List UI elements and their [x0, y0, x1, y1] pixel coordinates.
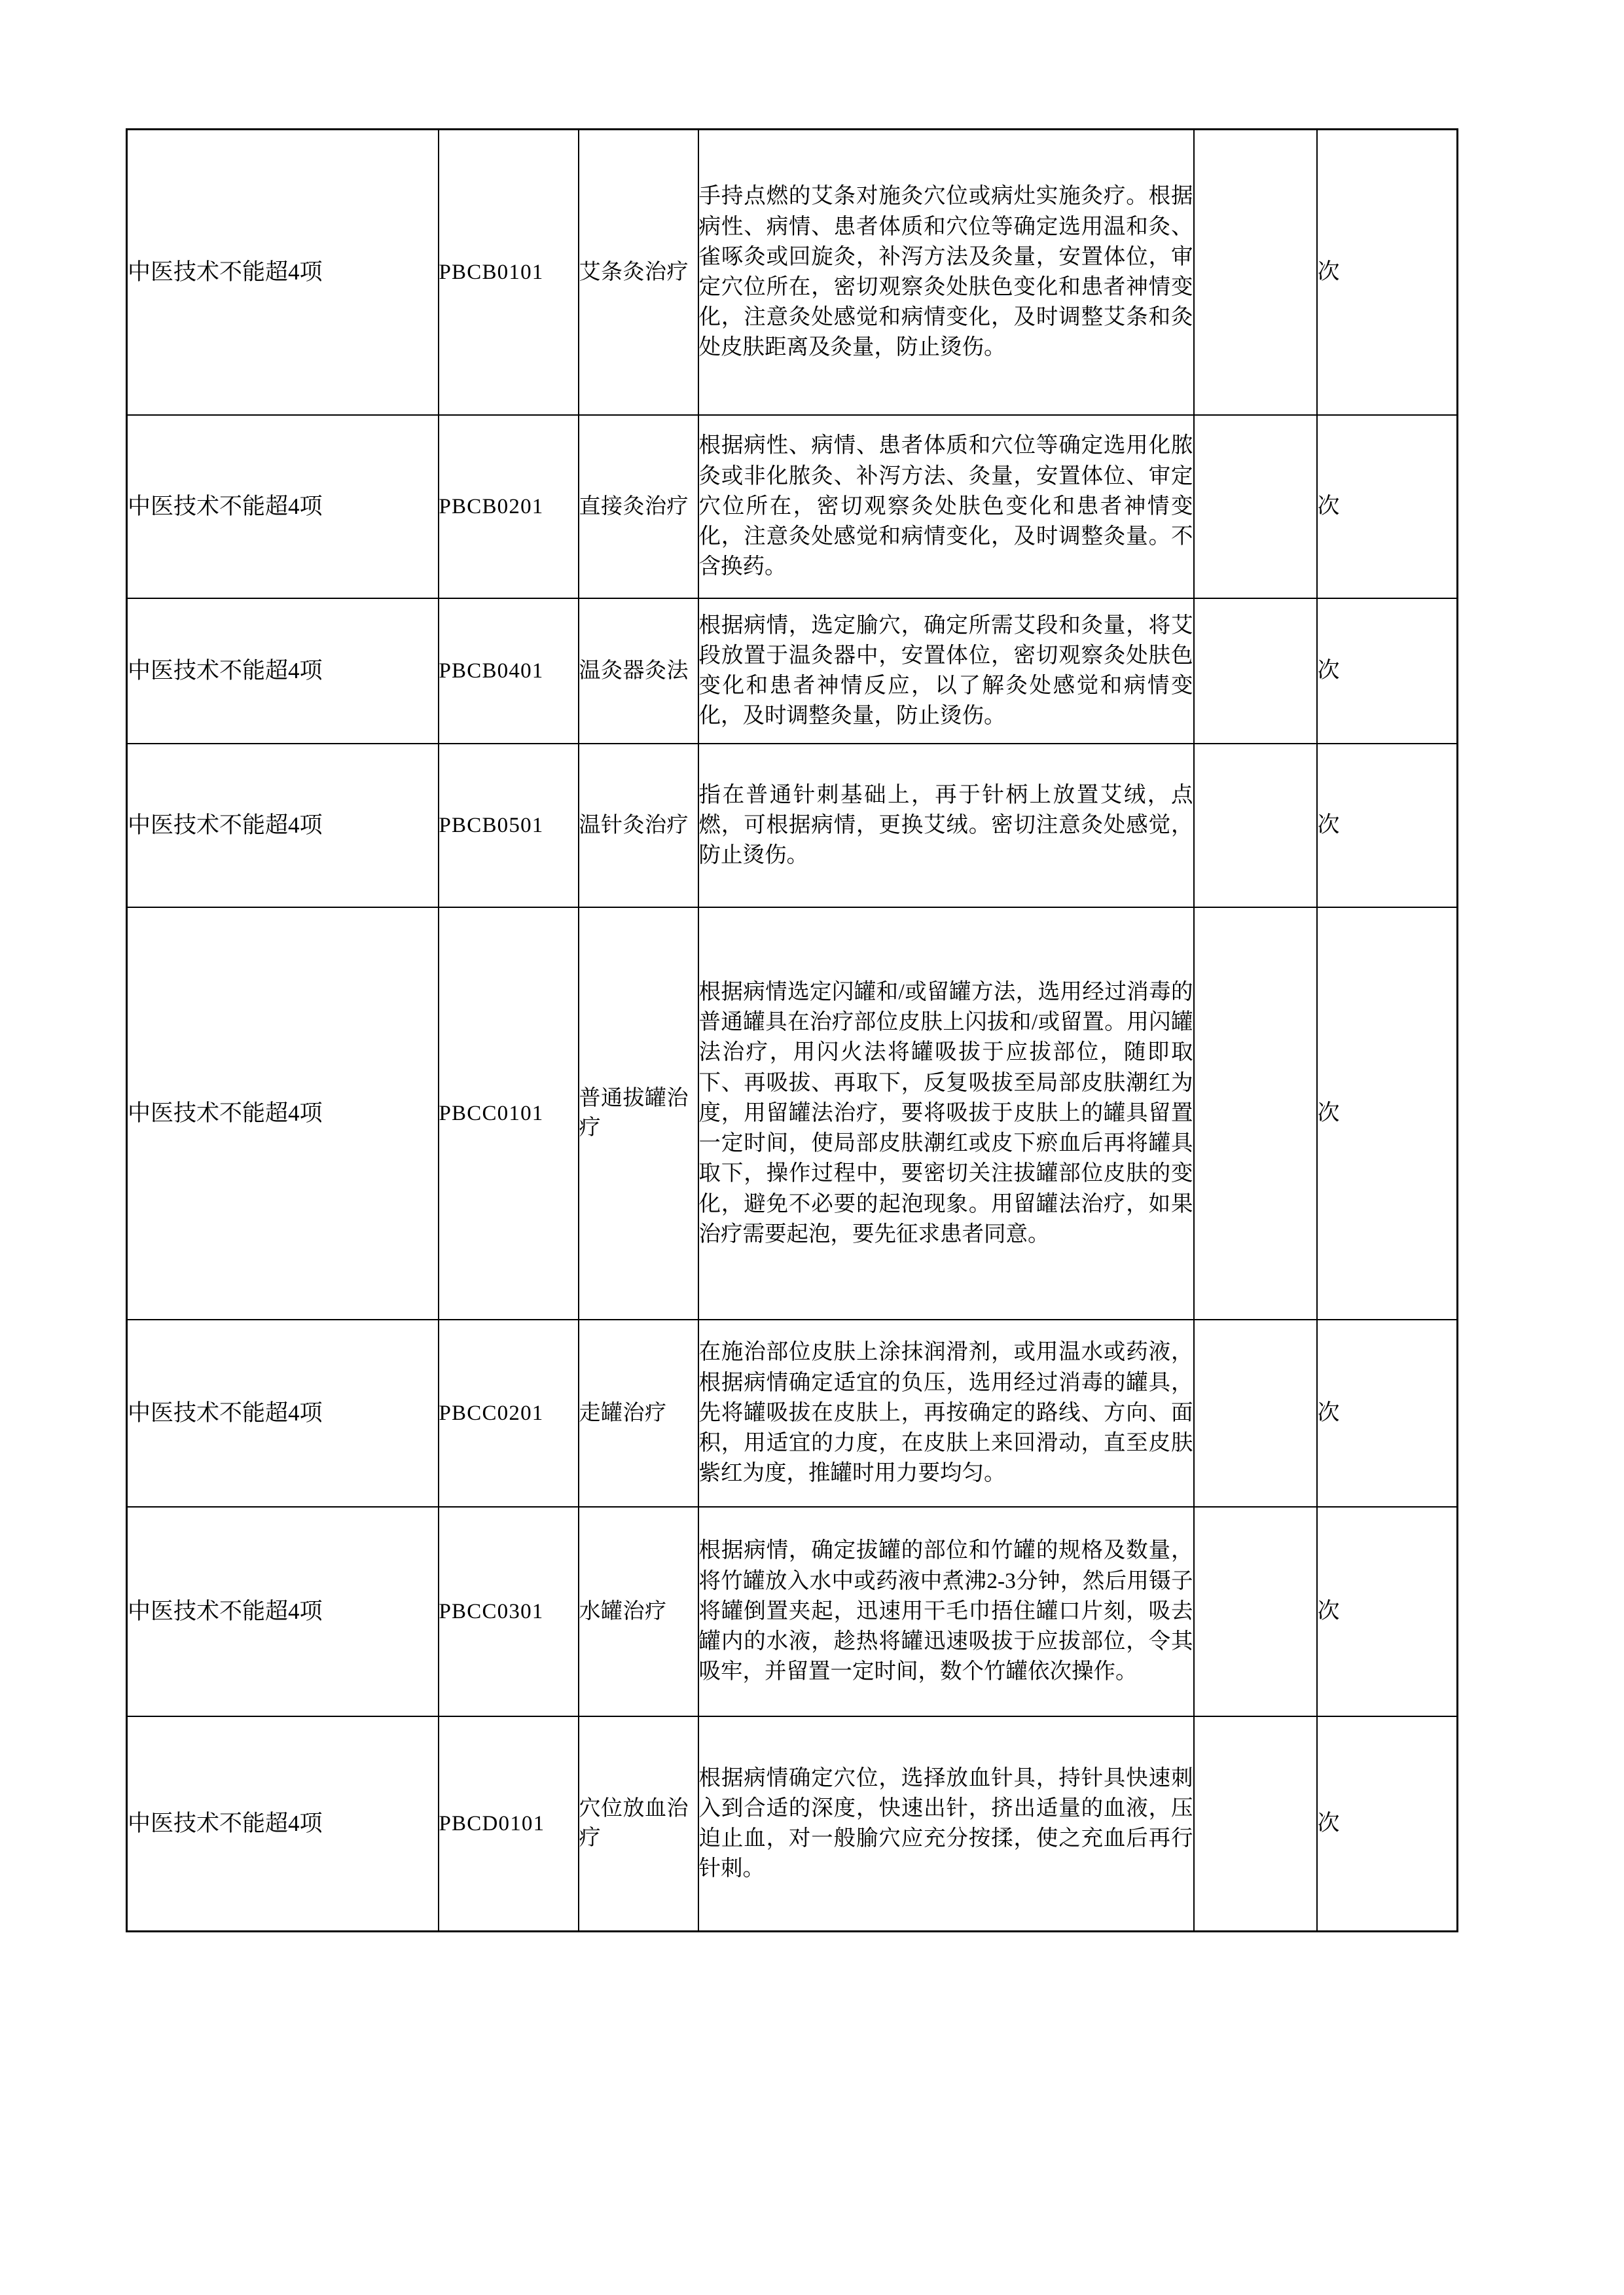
cell-blank [1194, 744, 1317, 907]
cell-category: 中医技术不能超4项 [127, 744, 439, 907]
cell-code: PBCC0201 [439, 1320, 579, 1507]
cell-category: 中医技术不能超4项 [127, 415, 439, 598]
cell-code: PBCC0301 [439, 1507, 579, 1716]
cell-blank [1194, 907, 1317, 1320]
table-row [127, 1320, 1458, 1507]
table-row [127, 598, 1458, 744]
cell-item-name: 温灸器灸法 [579, 598, 698, 744]
cell-description: 指在普通针刺基础上，再于针柄上放置艾绒，点燃，可根据病情，更换艾绒。密切注意灸处感觉，防止烫伤。 [698, 744, 1194, 907]
cell-code: PBCB0101 [439, 130, 579, 416]
cell-description: 根据病情确定穴位，选择放血针具，持针具快速刺入到合适的深度，快速出针，挤出适量的血液，压迫止血，对一般腧穴应充分按揉，使之充血后再行针刺。 [698, 1716, 1194, 1932]
cell-unit: 次 [1317, 1507, 1458, 1716]
cell-description: 在施治部位皮肤上涂抹润滑剂，或用温水或药液，根据病情确定适宜的负压，选用经过消毒的罐具，先将罐吸拔在皮肤上，再按确定的路线、方向、面积，用适宜的力度，在皮肤上来回滑动，直至皮肤紫红为度，推罐时用力要均匀。 [698, 1320, 1194, 1507]
cell-description: 根据病情，确定拔罐的部位和竹罐的规格及数量，将竹罐放入水中或药液中煮沸2-3分钟，然后用镊子将罐倒置夹起，迅速用干毛巾捂住罐口片刻，吸去罐内的水液，趁热将罐迅速吸拔于应拔部位，令其吸牢，并留置一定时间，数个竹罐依次操作。 [698, 1507, 1194, 1716]
cell-item-name: 水罐治疗 [579, 1507, 698, 1716]
cell-category: 中医技术不能超4项 [127, 907, 439, 1320]
cell-unit: 次 [1317, 1320, 1458, 1507]
cell-code: PBCB0501 [439, 744, 579, 907]
cell-item-name: 艾条灸治疗 [579, 130, 698, 416]
table-row [127, 130, 1458, 416]
tcm-technique-table [126, 128, 1458, 1932]
cell-unit: 次 [1317, 1716, 1458, 1932]
cell-unit: 次 [1317, 130, 1458, 416]
cell-blank [1194, 598, 1317, 744]
cell-description: 手持点燃的艾条对施灸穴位或病灶实施灸疗。根据病性、病情、患者体质和穴位等确定选用温和灸、雀啄灸或回旋灸，补泻方法及灸量，安置体位，审定穴位所在，密切观察灸处肤色变化和患者神情变化，注意灸处感觉和病情变化，及时调整艾条和灸处皮肤距离及灸量，防止烫伤。 [698, 130, 1194, 416]
cell-category: 中医技术不能超4项 [127, 130, 439, 416]
cell-category: 中医技术不能超4项 [127, 1507, 439, 1716]
cell-code: PBCC0101 [439, 907, 579, 1320]
cell-unit: 次 [1317, 744, 1458, 907]
cell-code: PBCD0101 [439, 1716, 579, 1932]
cell-item-name: 走罐治疗 [579, 1320, 698, 1507]
cell-code: PBCB0201 [439, 415, 579, 598]
cell-code: PBCB0401 [439, 598, 579, 744]
table-row [127, 744, 1458, 907]
spec-table-wrapper [126, 128, 1456, 1932]
cell-item-name: 温针灸治疗 [579, 744, 698, 907]
cell-category: 中医技术不能超4项 [127, 1716, 439, 1932]
cell-item-name: 直接灸治疗 [579, 415, 698, 598]
cell-category: 中医技术不能超4项 [127, 1320, 439, 1507]
cell-unit: 次 [1317, 415, 1458, 598]
cell-unit: 次 [1317, 907, 1458, 1320]
cell-description: 根据病性、病情、患者体质和穴位等确定选用化脓灸或非化脓灸、补泻方法、灸量，安置体位、审定穴位所在，密切观察灸处肤色变化和患者神情变化，注意灸处感觉和病情变化，及时调整灸量。不含换药。 [698, 415, 1194, 598]
cell-description: 根据病情，选定腧穴，确定所需艾段和灸量，将艾段放置于温灸器中，安置体位，密切观察灸处肤色变化和患者神情反应，以了解灸处感觉和病情变化，及时调整灸量，防止烫伤。 [698, 598, 1194, 744]
cell-item-name: 穴位放血治疗 [579, 1716, 698, 1932]
table-row [127, 1507, 1458, 1716]
cell-blank [1194, 130, 1317, 416]
table-body [127, 130, 1458, 1932]
table-row [127, 1716, 1458, 1932]
table-row [127, 415, 1458, 598]
cell-blank [1194, 1320, 1317, 1507]
cell-item-name: 普通拔罐治疗 [579, 907, 698, 1320]
table-row [127, 907, 1458, 1320]
cell-blank [1194, 1507, 1317, 1716]
cell-category: 中医技术不能超4项 [127, 598, 439, 744]
cell-description: 根据病情选定闪罐和/或留罐方法，选用经过消毒的普通罐具在治疗部位皮肤上闪拔和/或留置。用闪罐法治疗，用闪火法将罐吸拔于应拔部位，随即取下、再吸拔、再取下，反复吸拔至局部皮肤潮红为度，用留罐法治疗，要将吸拔于皮肤上的罐具留置一定时间，使局部皮肤潮红或皮下瘀血后再将罐具取下，操作过程中，要密切关注拔罐部位皮肤的变化，避免不必要的起泡现象。用留罐法治疗，如果治疗需要起泡，要先征求患者同意。 [698, 907, 1194, 1320]
cell-unit: 次 [1317, 598, 1458, 744]
cell-blank [1194, 1716, 1317, 1932]
cell-blank [1194, 415, 1317, 598]
